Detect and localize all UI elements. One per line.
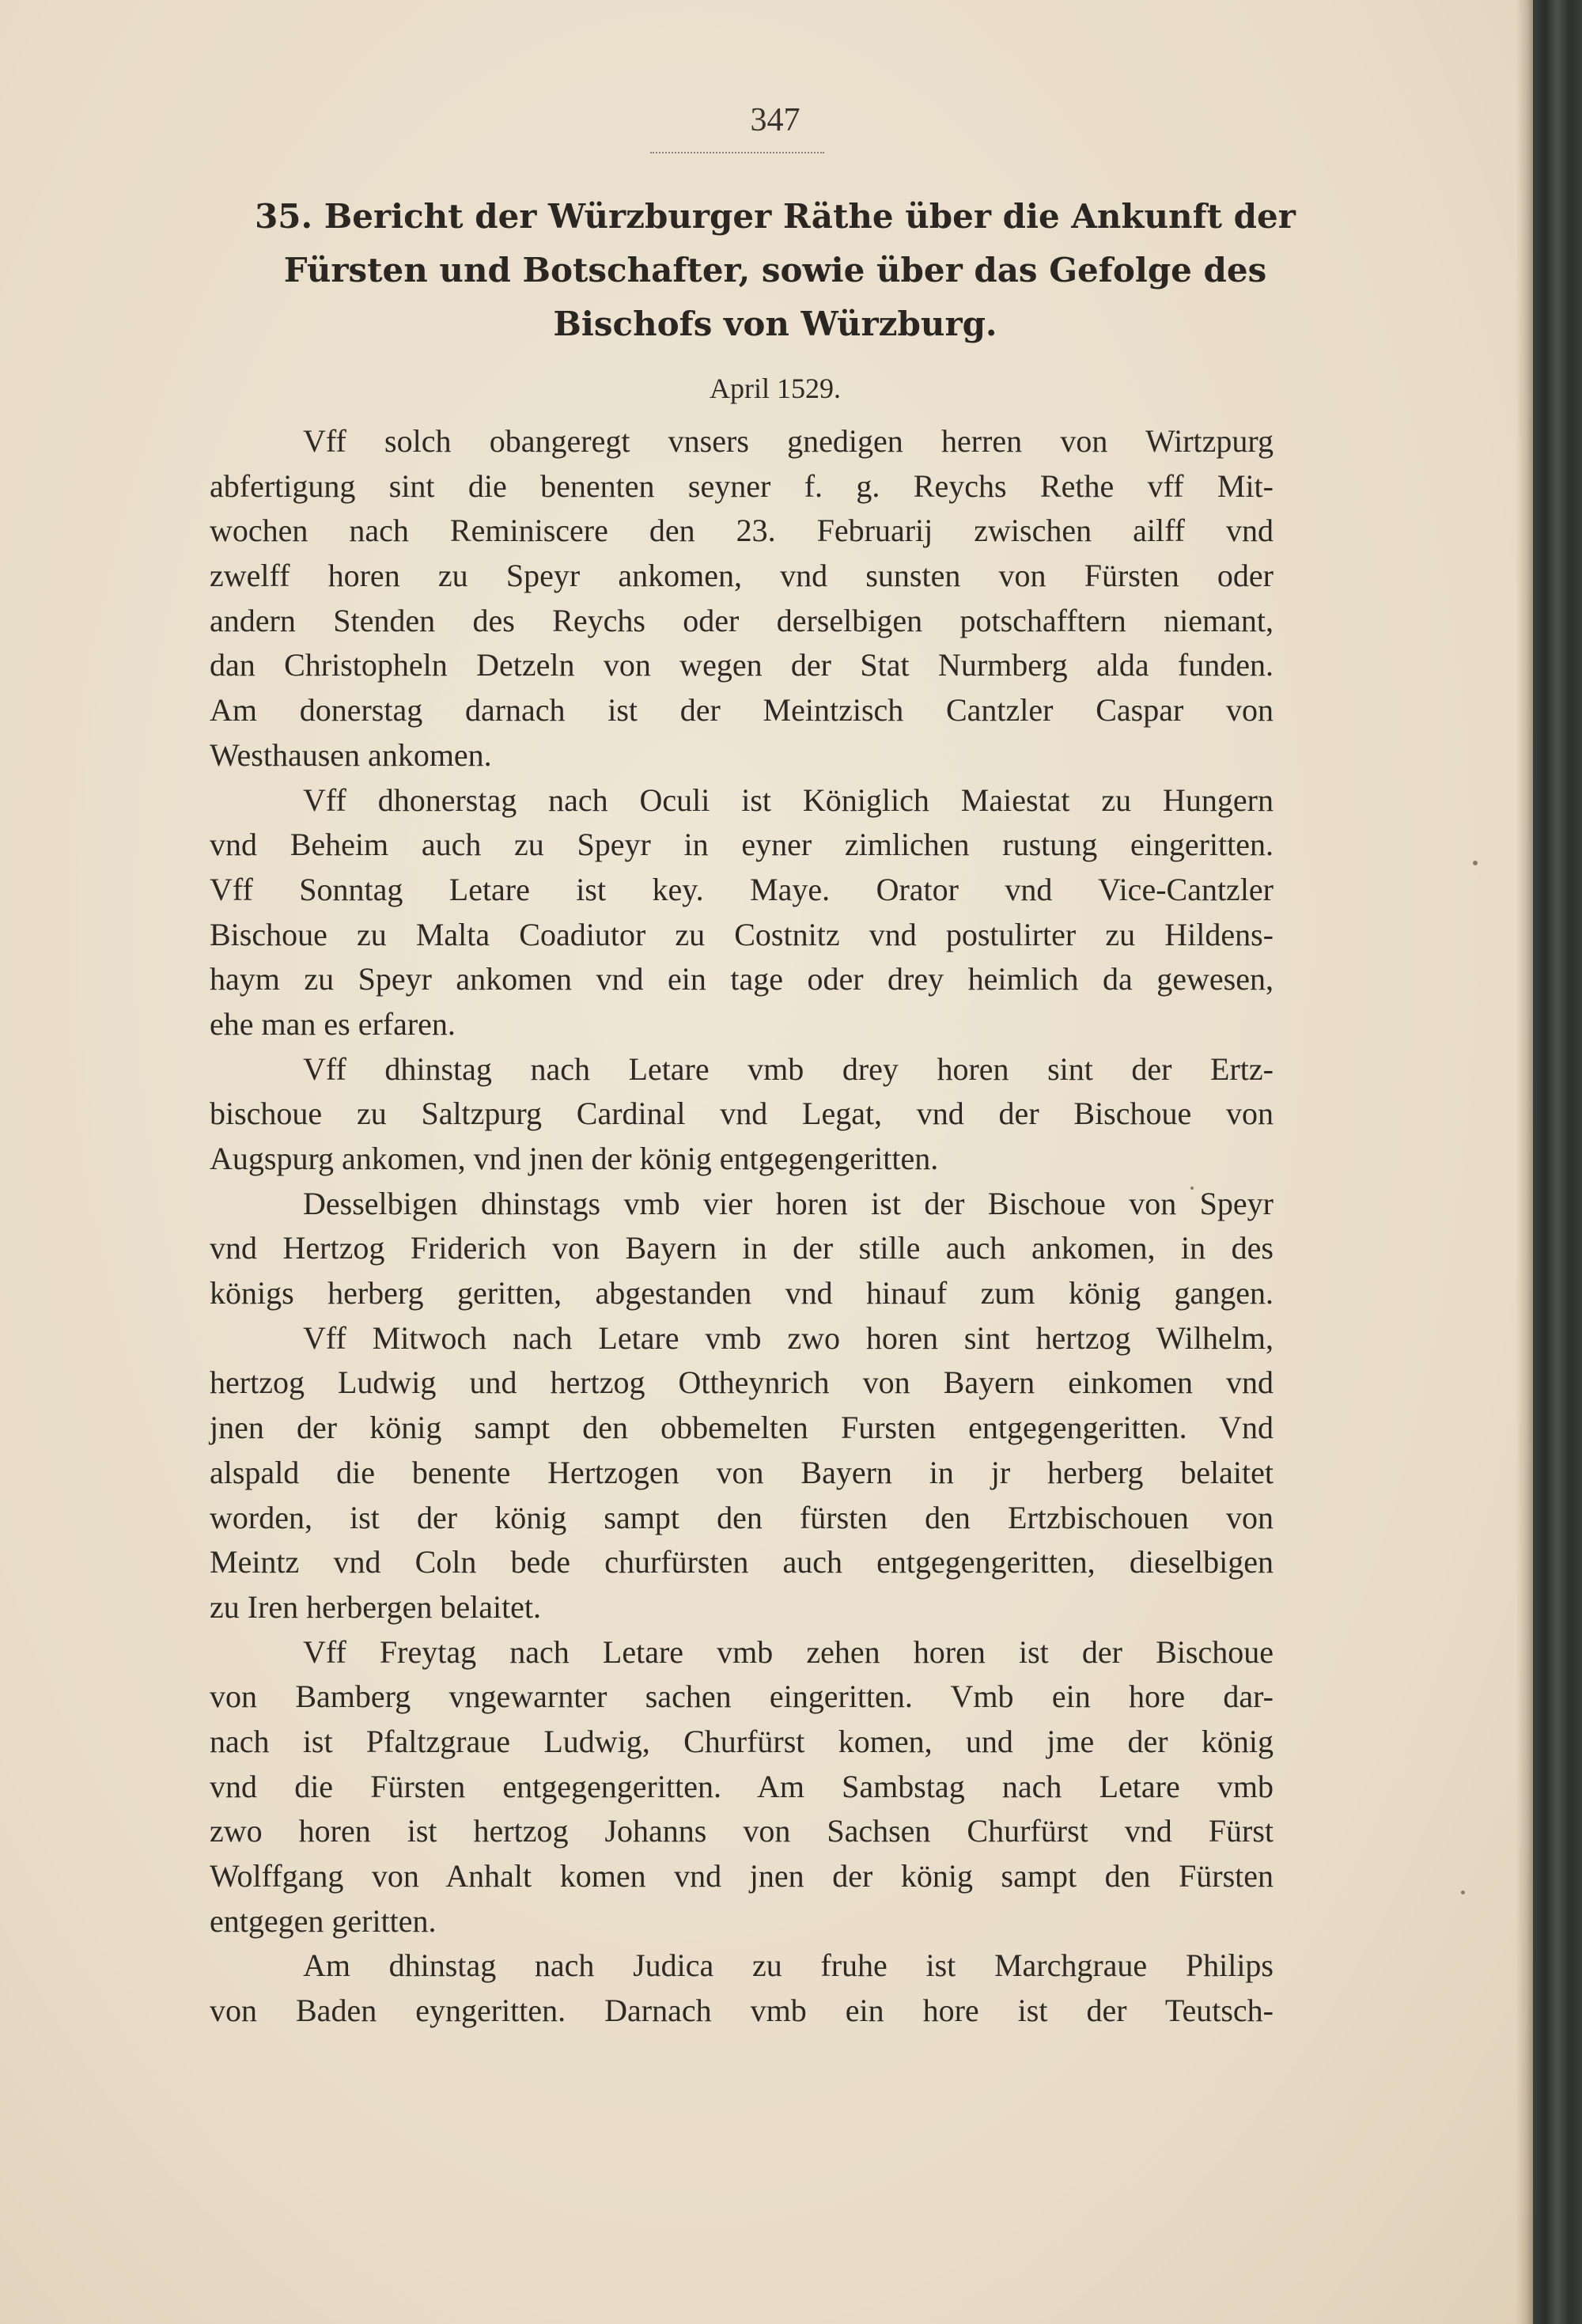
text-line: Am dhinstag nach Judica zu fruhe ist Marchgraue Philips [303, 1947, 1274, 1984]
book-binding [1533, 0, 1582, 2324]
text-line: vnd die Fürsten entgegengeritten. Am Sambstag nach Letare vmb [210, 1768, 1274, 1804]
text-line: Vff dhinstag nach Letare vmb drey horen sint der Ertz- [303, 1050, 1274, 1087]
text-line: Vff dhonerstag nach Oculi ist Königlich Maiestat zu Hungern [303, 782, 1274, 818]
page-number-rule [650, 147, 824, 153]
heading-line: Fürsten und Botschafter, sowie über das Gefolge des [283, 251, 1267, 290]
text-line: Vff Mitwoch nach Letare vmb zwo horen sint hertzog Wilhelm, [303, 1319, 1274, 1356]
text-line: vnd Beheim auch zu Speyr in eyner zimlichen rustung eingeritten. [210, 827, 1274, 863]
text-line: worden, ist der könig sampt den fürsten den Ertzbischouen von [210, 1499, 1274, 1535]
text-line: Vff Sonntag Letare ist key. Maye. Orator vnd Vice-Cantzler [210, 871, 1274, 907]
text-line: Bischoue zu Malta Coadiutor zu Costnitz vnd postulirter zu Hildens- [210, 916, 1274, 952]
text-line: von Bamberg vngewarnter sachen eingeritten. Vmb ein hore dar- [210, 1679, 1274, 1715]
body-text [210, 419, 1274, 2034]
text-line: haym zu Speyr ankomen vnd ein tage oder drey heimlich da gewesen, [210, 961, 1274, 997]
text-line: wochen nach Reminiscere den 23. Februarij zwischen ailff vnd [210, 513, 1274, 549]
text-line: Desselbigen dhinstags vmb vier horen ist der Bischoue von Speyr [303, 1185, 1274, 1221]
page-number: 347 [750, 102, 800, 138]
heading-line: 35. Bericht der Würzburger Räthe über die Ankunft der [255, 197, 1296, 236]
heading-line: Bischofs von Würzburg. [553, 305, 997, 343]
text-line: zu Iren herbergen belaitet. [210, 1588, 542, 1625]
text-line: jnen der könig sampt den obbemelten Fursten entgegengeritten. Vnd [210, 1410, 1274, 1446]
text-line: Am donerstag darnach ist der Meintzisch Cantzler Caspar von [210, 692, 1274, 729]
text-line: bischoue zu Saltzpurg Cardinal vnd Legat, vnd der Bischoue von [210, 1096, 1274, 1132]
text-line: alspald die benente Hertzogen von Bayern in jr herberg belaitet [210, 1454, 1274, 1490]
text-line: hertzog Ludwig und hertzog Ottheynrich von Bayern einkomen vnd [210, 1364, 1274, 1401]
text-line: dan Christopheln Detzeln von wegen der Stat Nurmberg alda funden. [210, 647, 1274, 683]
text-line: von Baden eyngeritten. Darnach vmb ein hore ist der Teutsch- [210, 1993, 1274, 2029]
text-line: Wolffgang von Anhalt komen vnd jnen der könig sampt den Fürsten [210, 1858, 1274, 1894]
text-line: ehe man es erfaren. [210, 1005, 456, 1042]
page-gutter-shadow [1516, 0, 1533, 2324]
text-line: Augspurg ankomen, vnd jnen der könig entgegengeritten. [210, 1141, 939, 1176]
text-line: Vff solch obangeregt vnsers gnedigen herren von Wirtzpurg [303, 423, 1274, 459]
text-line: Vff Freytag nach Letare vmb zehen horen ist der Bischoue [303, 1633, 1274, 1670]
text-line: zwo horen ist hertzog Johanns von Sachsen Churfürst vnd Fürst [210, 1813, 1274, 1849]
text-line: abfertigung sint die benenten seyner f. g. Reychs Rethe vff Mit- [210, 467, 1274, 504]
text-line: Meintz vnd Coln bede churfürsten auch entgegengeritten, dieselbigen [210, 1544, 1274, 1580]
text-line: königs herberg geritten, abgestanden vnd hinauf zum könig gangen. [210, 1275, 1274, 1312]
text-line: andern Stenden des Reychs oder derselbigen potschafftern niemant, [210, 602, 1274, 638]
document-date: April 1529. [710, 373, 841, 404]
text-line: entgegen geritten. [210, 1902, 437, 1939]
text-line: nach ist Pfaltzgraue Ludwig, Churfürst komen, und jme der könig [210, 1723, 1274, 1759]
text-line: vnd Hertzog Friderich von Bayern in der stille auch ankomen, in des [210, 1230, 1274, 1266]
document-heading [166, 190, 1384, 351]
text-line: Westhausen ankomen. [210, 736, 492, 773]
text-line: zwelff horen zu Speyr ankomen, vnd sunsten von Fürsten oder [210, 558, 1274, 594]
paper-speck [1461, 1891, 1465, 1894]
paper-speck [1473, 861, 1478, 865]
